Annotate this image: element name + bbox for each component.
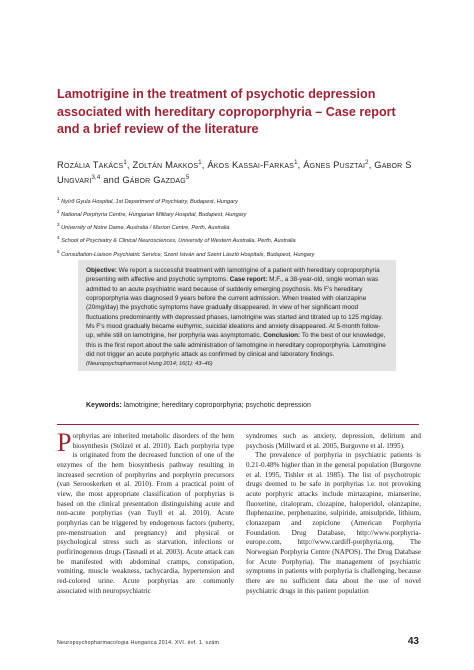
affiliation-item: $^2$ National Porphyria Centre, Hungarian Military Hospital, Budapest, Hungary [57, 209, 247, 219]
objective-label: Objective: [86, 267, 117, 274]
author-name: Gábor Gazdag [122, 173, 186, 185]
article-title: Lamotrigine in the treatment of psychotic depression associated with hereditary coproporphyria – Case report and a brief review of the literature [57, 87, 396, 136]
author-affiliation-mark: 1 [198, 160, 202, 166]
author-affiliation-mark: 2 [365, 160, 369, 166]
conclusion-text: To the best of our knowledge, this is the first report about the safe administration of lamotrigine in hereditary coproporphyria. Lamotrigine did not trigger an acute porphyric attack as confirmed by clinical and laboratory findings. [86, 332, 386, 359]
author-affiliation-mark: 5 [185, 174, 190, 181]
author-name: Gabor S Ungvari [57, 159, 412, 185]
journal-footer: Neuropsychopharmacologia Hungarica 2014. XVI. évf. 1. szám [57, 640, 220, 646]
case-report-text: M.F., a 38-year-old, single woman was admitted to an acute psychiatric ward because of suddenly emerging psychosis. Ms F's hereditary coproporphyria was diagnosed 9 years before the current admission. When treated with olanzapine (20mg/day) the psychotic symptoms have gradually disappeared. In view of her significant mood fluctuations predominantly with depressed phases, lamotrigine was started and titrated up to 125 mg/day. Ms F's mood gradually became euthymic, suicidal ideations and anxiety disappeared. At 5-month follow-up, while still on lamotrigine, her porphyria was asymptomatic. [86, 276, 383, 340]
author-affiliation-mark: 1 [294, 160, 298, 166]
body-right-column [246, 432, 421, 596]
affiliation-item: $^4$ School of Psychiatry & Clinical Neurosciences, University of Western Australia, Perth, Australia [57, 235, 296, 245]
drop-cap: P [57, 428, 72, 457]
conclusion-label: Conclusion: [263, 332, 301, 340]
author-list: Rozália Takács$^1$, Zoltán Makkos$^1$, Ákos Kassai-Farkas$^1$, Ágnes Pusztai$^2$, Gabor S Ungvari$^{3,4}$ and Gábor Gazdag$^5$ [57, 159, 412, 185]
author-affiliation-mark: 3,4 [91, 174, 101, 181]
section-divider [57, 424, 419, 425]
affiliation-list [57, 194, 437, 260]
affiliation-item: $^1$ Nyírő Gyula Hospital, 1st Department of Psychiatry, Budapest, Hungary [57, 196, 238, 205]
author-name: Rozália Takács [57, 159, 124, 171]
objective-text: We report a successful treatment with lamotrigine of a patient with hereditary coproporphyria presenting with affective and psychotic symptoms. [86, 267, 380, 284]
author-name: Zoltán Makkos [132, 159, 199, 171]
citation: (Neuropsychopharmacol Hung 2014; 16(1): 43–46) [86, 361, 213, 368]
case-report-label: Case report: [229, 276, 268, 284]
body-left-column [57, 428, 234, 596]
author-name: Ákos Kassai-Farkas [207, 159, 295, 171]
abstract-box [78, 260, 396, 371]
body-left-text: orphyrias are inherited metabolic disorders of the hem biosynthesis (Stölzel et al. 2010). Each porphyria type is originated from the decreased function of one of the enzymes of the hem biosynthesis pathway resulting in increased secretion of porphyrins and porphyrin precursors (van Serooskerken et al. 2010). From a practical point of view, the most appropriate classification of porphyrias is based on the clinical presentation distinguishing acute and non-acute porphyrias (van Tuyll et al. 2010). Acute porphyrias can be triggered by endogenous factors (puberty, pre-menstruation and pregnancy) and physical or psychological stress such as starvation, infections or porfirinogenous drugs (Tasnadi et al. 2003). Acute attack can be manifested with abdominal cramps, constipation, vomiting, muscle weakness, tachycardia, hypertension and red-colored urine. Acute porphyrias are commonly associated with neuropsychiatric [57, 432, 234, 595]
body-right-paragraph-1: syndromes such as anxiety, depression, delirium and psychosis (Millward et al. 2005, Burgovne et al. 1995). [246, 432, 421, 450]
page-number: 43 [407, 636, 419, 647]
author-name: Ágnes Pusztai [303, 159, 366, 171]
keywords-text: lamotrigine; hereditary coproporphyria; psychotic depression [121, 402, 311, 409]
body-right-paragraph-2: The prevalence of porphyria in psychiatric patients is 0.21-0.48% higher than in the general population (Burgovne et al. 1995, Tishler et al. 1985). The list of psychotropic drugs deemed to be safe in porphyrias i.e. not provoking acute porphyric attacks include mirtazapine, mianserine, fluoxetine, citalopram, clozapine, haloperidol, olanzapine, fluphenazine, perphenazine, sulpiride, amisulpride, lithium, clonazepam and zopiclone (American Porphyria Foundation. Drug Database, http://www.porphyria-europe.com, http://www.cardiff-porphyria.org, The Norwegian Porphyria Centre (NAPOS). The Drug Database for Acute Porphyria). The management of psychiatric symptoms in patients with porphyria is challenging, because there are no sufficient data about the use of novel psychiatric drugs in this patient population [246, 451, 421, 595]
affiliation-item: $^3$ University of Notre Dame, Australia / Marion Centre, Perth, Australia [57, 222, 230, 232]
affiliation-item: $^5$ Consultation-Liaison Psychiatric Service, Szent István and Szent László Hospitals, Budapest, Hungary [57, 248, 315, 258]
keywords-label: Keywords: [86, 402, 122, 409]
author-affiliation-mark: 1 [123, 160, 127, 166]
keywords [86, 402, 311, 409]
